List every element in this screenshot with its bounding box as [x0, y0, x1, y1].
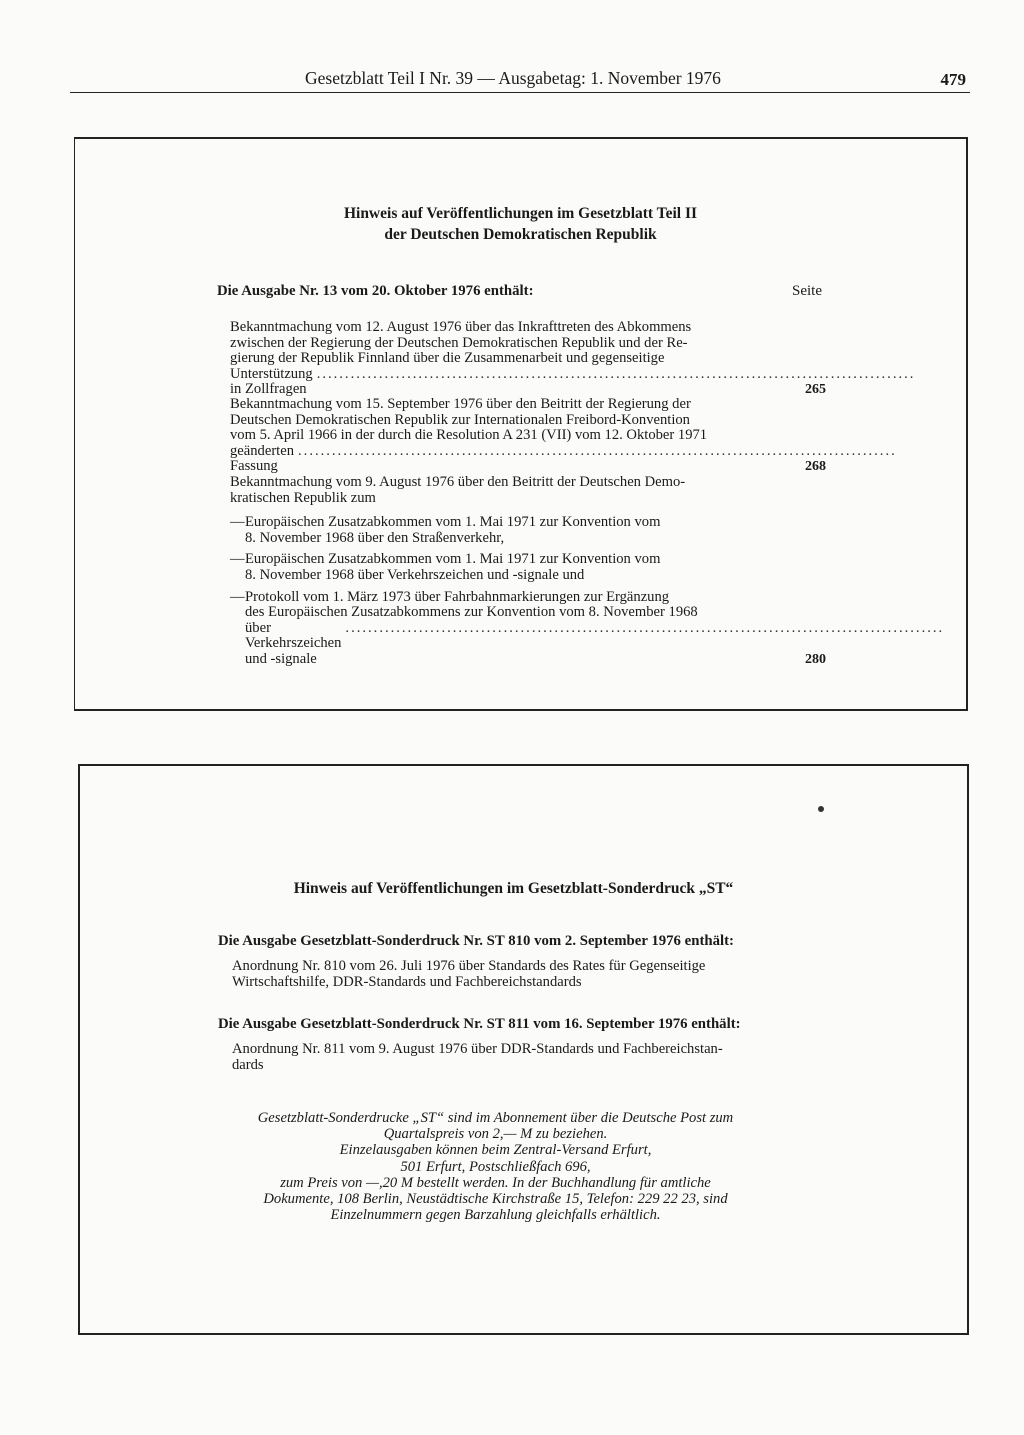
- entry-line: Wirtschaftshilfe, DDR-Standards und Fachbereichstandards: [232, 973, 582, 990]
- entry-line: zwischen der Regierung der Deutschen Demokratischen Republik und der Re-: [230, 334, 688, 351]
- subscription-note: [52, 1110, 939, 1223]
- bullet-line: über Verkehrszeichen und -signale: [245, 619, 342, 667]
- entry-line: geänderten Fassung: [230, 442, 295, 475]
- note-line: zum Preis von —,20 M bestellt werden. In der Buchhandlung für amtliche: [280, 1174, 711, 1191]
- bullet-line: 8. November 1968 über Verkehrszeichen und -signale und: [245, 566, 585, 583]
- leader-dots: ..........................................................................................................: [345, 619, 945, 636]
- issue-heading: Die Ausgabe Gesetzblatt-Sonderdruck Nr. ST 811 vom 16. September 1976 enthält:: [218, 1016, 741, 1032]
- entry: [232, 1042, 830, 1073]
- dash-marker: —: [230, 588, 245, 605]
- leader-dots: ..........................................................................................................: [316, 365, 916, 382]
- note-line: Einzelnummern gegen Barzahlung gleichfalls erhältlich.: [330, 1207, 661, 1224]
- entry-line: dards: [232, 1056, 264, 1073]
- entry: [230, 474, 945, 668]
- bullet-line: 8. November 1968 über den Straßenverkehr,: [245, 529, 505, 546]
- page-header: [70, 62, 970, 93]
- entry-line: Anordnung Nr. 811 vom 9. August 1976 über DDR-Standards und Fachbereichstan-: [232, 1041, 723, 1057]
- page-ref: 265: [805, 382, 826, 398]
- note-line: 501 Erfurt, Postschließfach 696,: [400, 1158, 591, 1175]
- page-ref: 268: [805, 459, 826, 475]
- header-title: Gesetzblatt Teil I Nr. 39 — Ausgabetag: 1. November 1976: [305, 68, 721, 88]
- note-line: Quartalspreis von 2,— M zu beziehen.: [383, 1126, 608, 1143]
- entry-line: Bekanntmachung vom 15. September 1976 über den Beitritt der Regierung der: [230, 396, 691, 412]
- notice-title: [75, 203, 966, 245]
- entry-line: Deutschen Demokratischen Republik zur Internationalen Freibord-Konvention: [230, 411, 690, 428]
- page-ref: 280: [805, 651, 826, 667]
- dash-marker: —: [230, 551, 245, 568]
- entry-line: Bekanntmachung vom 9. August 1976 über den Beitritt der Deutschen Demo-: [230, 474, 686, 490]
- notice-title-line: der Deutschen Demokratischen Republik: [384, 226, 657, 243]
- notice-box-sonderdruck-st: [78, 764, 969, 1335]
- page-number: 479: [940, 70, 966, 89]
- bullet-item: [230, 552, 782, 583]
- note-line: Dokumente, 108 Berlin, Neustädtische Kirchstraße 15, Telefon: 229 22 23, sind: [263, 1191, 728, 1208]
- dash-marker: —: [230, 514, 245, 531]
- entry: [230, 396, 897, 475]
- bullet-line: Europäischen Zusatzabkommen vom 1. Mai 1971 zur Konvention vom: [245, 514, 661, 531]
- seite-label: Seite: [792, 283, 822, 299]
- entry-line: gierung der Republik Finnland über die Zusammenarbeit und gegenseitige: [230, 350, 665, 367]
- issue-heading: Die Ausgabe Gesetzblatt-Sonderdruck Nr. ST 810 vom 2. September 1976 enthält:: [218, 933, 734, 949]
- entry-line: Unterstützung in Zollfragen: [230, 365, 313, 398]
- bullet-line: Protokoll vom 1. März 1973 über Fahrbahnmarkierungen zur Ergänzung: [245, 588, 670, 605]
- ink-speck: [818, 806, 824, 812]
- entry: [232, 959, 830, 990]
- notice-title-line: Hinweis auf Veröffentlichungen im Gesetzblatt Teil II: [343, 205, 698, 222]
- bullet-item: [230, 515, 782, 546]
- bullet-line: des Europäischen Zusatzabkommens zur Konvention vom 8. November 1968: [245, 604, 698, 621]
- note-line: Gesetzblatt-Sonderdrucke „ST“ sind im Abonnement über die Deutsche Post zum: [257, 1110, 734, 1126]
- notice-box-gesetzblatt-teil-2: [74, 137, 968, 711]
- leader-dots: ..........................................................................................................: [298, 442, 897, 459]
- entry-line: Anordnung Nr. 810 vom 26. Juli 1976 über Standards des Rates für Gegenseitige: [232, 958, 706, 974]
- entry-line: kratischen Republik zum: [230, 489, 376, 506]
- bullet-line: Europäischen Zusatzabkommen vom 1. Mai 1971 zur Konvention vom: [245, 551, 661, 568]
- entry-line: Bekanntmachung vom 12. August 1976 über das Inkrafttreten des Abkommens: [230, 319, 692, 335]
- notice-title: Hinweis auf Veröffentlichungen im Gesetzblatt-Sonderdruck „ST“: [293, 880, 734, 897]
- issue-heading: Die Ausgabe Nr. 13 vom 20. Oktober 1976 enthält:: [217, 283, 534, 299]
- entry: [230, 319, 916, 398]
- note-line: Einzelausgaben können beim Zentral-Versand Erfurt,: [339, 1142, 652, 1159]
- entry-line: vom 5. April 1966 in der durch die Resolution A 231 (VII) vom 12. Oktober 1971: [230, 427, 708, 444]
